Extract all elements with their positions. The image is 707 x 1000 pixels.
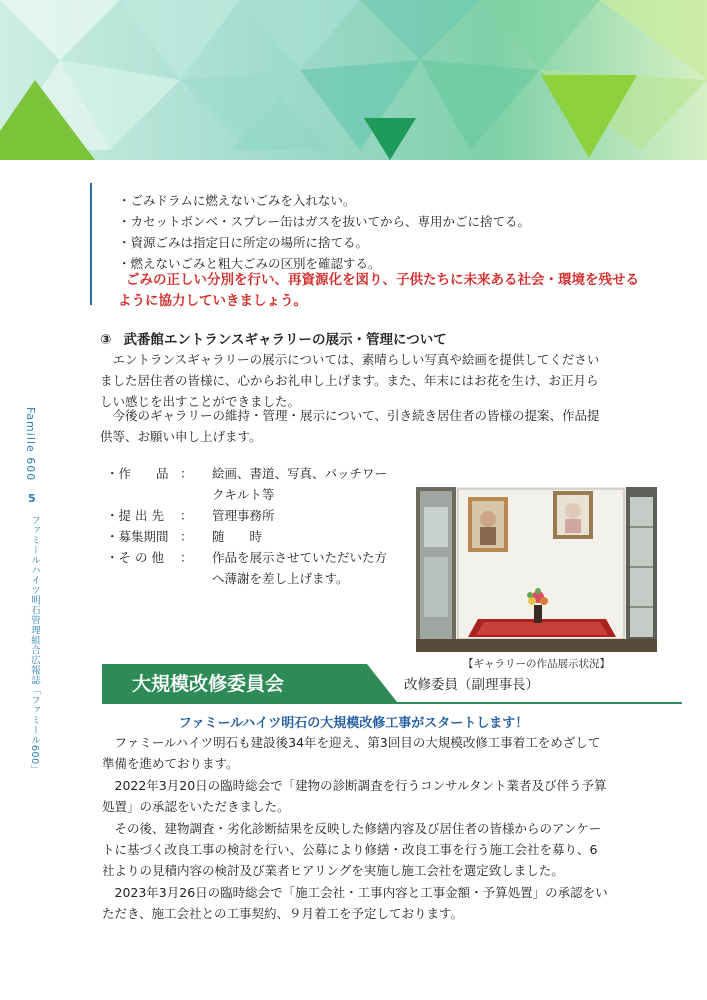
text-line: 処置」の承認をいただきました。 xyxy=(102,799,290,815)
photo-caption: 【ギャラリーの作品展示状況】 xyxy=(463,658,610,670)
appeal-line-1: ごみの正しい分別を行い、再資源化を図り、子供たちに未来ある社会・環境を残せる xyxy=(126,272,639,288)
info-value-line: へ薄謝を差し上げます。 xyxy=(212,571,349,586)
article-headline: ファミールハイツ明石の大規模改修工事がスタートします！ xyxy=(178,716,529,731)
info-value xyxy=(212,526,417,547)
section-heading xyxy=(100,328,447,348)
info-row xyxy=(106,547,417,589)
submission-info-table xyxy=(106,463,417,589)
text-line: エントランスギャラリーの展示については、素晴らしい写真や絵画を提供してください xyxy=(100,352,600,367)
info-colon: ： xyxy=(180,550,193,565)
text-line: ました居住者の皆様に、心からお礼申し上げます。また、年末にはお花を生け、お正月ら xyxy=(100,373,599,388)
committee-author-role: 改修委員（副理事長） xyxy=(404,677,539,693)
gallery-paragraph-1 xyxy=(100,349,599,412)
text-line: 供等、お願い申し上げます。 xyxy=(100,429,262,444)
info-row xyxy=(106,505,417,526)
committee-underline xyxy=(102,702,682,704)
text-line: 2022年3月20日の臨時総会で「建物の診断調査を行うコンサルタント業者及び伴う予算 xyxy=(102,777,607,793)
article-body xyxy=(102,732,608,925)
recycling-appeal xyxy=(118,270,663,312)
magazine-title: Famille 600 xyxy=(24,407,37,482)
list-item: ・カセットボンベ・スプレー缶はガスを抜いてから、専用かごに捨てる。 xyxy=(118,214,531,229)
list-item: ・資源ごみは指定日に所定の場所に捨てる。 xyxy=(118,235,369,250)
info-row xyxy=(106,463,417,505)
info-label: ・そ の 他 xyxy=(106,550,164,565)
gallery-paragraph-2 xyxy=(100,405,600,447)
garbage-rules-list xyxy=(118,190,530,274)
info-value-line: 管理事務所 xyxy=(212,508,275,523)
info-value xyxy=(212,505,417,526)
text-line: 準備を進めております。 xyxy=(102,756,239,772)
list-item: ・燃えないごみと粗大ごみの区別を確認する。 xyxy=(118,256,381,271)
section-number: ③ xyxy=(100,332,112,348)
info-row xyxy=(106,526,417,547)
info-value xyxy=(212,547,417,589)
section-title: 武番館エントランスギャラリーの展示・管理について xyxy=(123,332,447,348)
list-item: ・ごみドラムに燃えないごみを入れない。 xyxy=(118,193,356,208)
gallery-display-image xyxy=(416,487,657,652)
appeal-line-2: ように協力していきましょう。 xyxy=(118,293,307,309)
info-label: ・募集期間 xyxy=(106,529,169,544)
gallery-photo xyxy=(416,487,657,652)
info-value xyxy=(212,463,417,505)
text-line: 社よりの見積内容の検討及び業者ヒアリングを実施し施工会社を選定致しました。 xyxy=(102,863,564,879)
info-label: ・作 品 xyxy=(106,466,169,481)
header-banner xyxy=(0,0,707,165)
info-colon: ： xyxy=(180,508,193,523)
text-line: 2023年3月26日の臨時総会で「施工会社・工事内容と工事金額・予算処置」の承認をい xyxy=(102,884,608,900)
triangle-pattern-graphic xyxy=(0,0,707,165)
section-vertical-rule xyxy=(90,183,92,305)
info-colon: ： xyxy=(180,466,193,481)
publisher-label: ファミールハイツ明石管理組合広報誌「ファミール600」 xyxy=(29,515,40,775)
text-line: その後、建物調査・劣化診断結果を反映した修繕内容及び居住者の皆様からのアンケー xyxy=(102,820,602,836)
info-value-line: 絵画、書道、写真、パッチワー xyxy=(212,466,388,481)
text-line: ファミールハイツ明石も建設後34年を迎え、第3回目の大規模改修工事着工をめざして xyxy=(102,735,601,750)
text-line: トに基づく改良工事の検討を行い、公募により修繕・改良工事を行う施工会社を募り、6 xyxy=(102,842,598,858)
text-line: しい感じを出すことができました。 xyxy=(100,394,301,409)
info-colon: ： xyxy=(180,529,193,544)
text-line: ただき、施工会社との工事契約、９月着工を予定しております。 xyxy=(102,906,464,922)
page-number: 5 xyxy=(28,492,36,505)
info-value-line: クキルト等 xyxy=(212,487,275,502)
text-line: 今後のギャラリーの維持・管理・展示について、引き続き居住者の皆様の提案、作品提 xyxy=(100,408,600,423)
info-value-line: 作品を展示させていただいた方 xyxy=(212,550,388,565)
info-value-line: 随 時 xyxy=(212,529,263,544)
committee-title: 大規模改修委員会 xyxy=(132,673,285,695)
info-label: ・提 出 先 xyxy=(106,508,164,523)
